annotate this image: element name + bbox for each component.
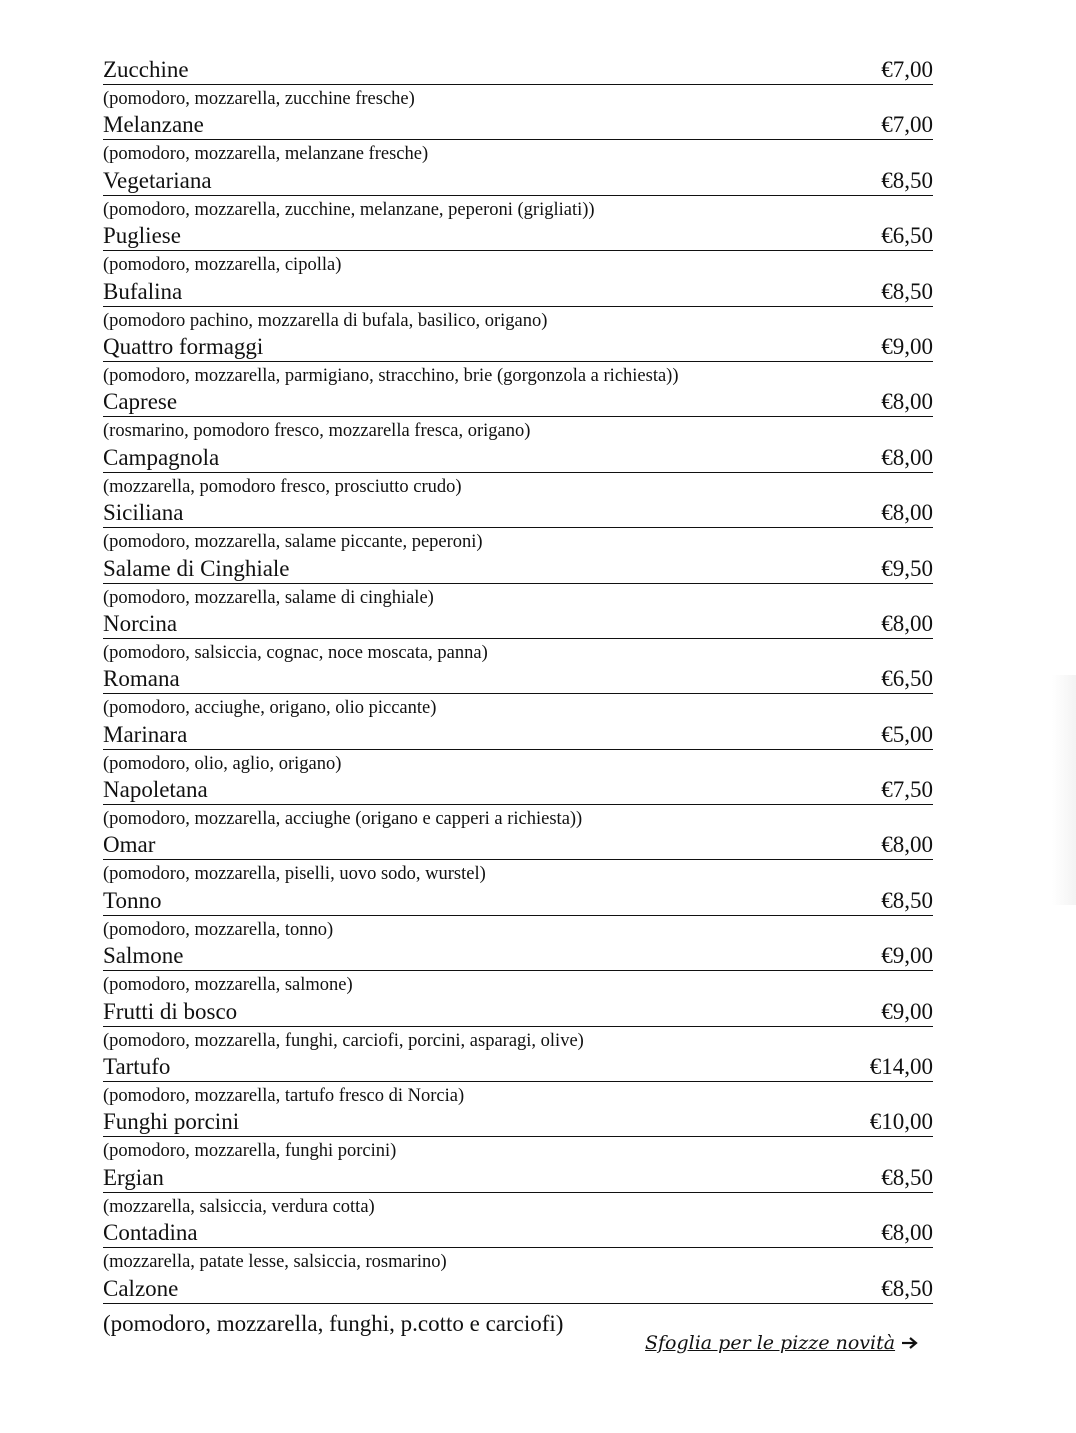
menu-item-name: Pugliese [103,223,181,249]
menu-item [103,942,933,997]
menu-item-ingredients: (pomodoro, mozzarella, acciughe (origano e capperi a richiesta)) [103,809,583,830]
menu-item-price: €14,00 [869,1054,933,1080]
next-page-link[interactable] [645,1332,919,1354]
menu-item-header [103,887,933,916]
menu-item-price: €8,00 [881,832,933,858]
menu-item-name: Napoletana [103,777,208,803]
menu-item-ingredients: (pomodoro, mozzarella, salmone) [103,975,353,996]
menu-item-name: Campagnola [103,444,220,470]
menu-item-price: €9,00 [881,943,933,969]
menu-item [103,444,933,499]
menu-item-name: Contadina [103,1220,198,1246]
menu-item-price: €9,00 [881,998,933,1024]
menu-item-price: €8,50 [881,1164,933,1190]
menu-item-price: €8,50 [881,887,933,913]
menu-item [103,555,933,610]
menu-item-ingredients: (pomodoro, mozzarella, melanzane fresche) [103,144,429,165]
menu-item-name: Caprese [103,389,178,415]
menu-item-ingredients: (pomodoro, mozzarella, zucchine, melanzane, peperoni (grigliati)) [103,199,595,220]
menu-item-price: €6,50 [881,223,933,249]
menu-item-ingredients: (pomodoro, mozzarella, tonno) [103,919,334,940]
menu-item-ingredients: (pomodoro, mozzarella, funghi porcini) [103,1141,397,1162]
menu-item [103,831,933,886]
menu-item-ingredients: (rosmarino, pomodoro fresco, mozzarella fresca, origano) [103,421,531,442]
menu-item-header [103,1219,933,1248]
menu-item-header [103,499,933,528]
menu-item [103,610,933,665]
menu-item-header [103,1108,933,1137]
menu-item-name: Tartufo [103,1054,171,1080]
menu-item-price: €8,00 [881,610,933,636]
menu-item-ingredients: (pomodoro, mozzarella, zucchine fresche) [103,89,415,109]
menu-item-ingredients: (mozzarella, patate lesse, salsiccia, rosmarino) [103,1252,447,1273]
menu-item-price: €8,00 [881,1220,933,1246]
menu-item-ingredients: (pomodoro, mozzarella, funghi, carciofi, porcini, asparagi, olive) [103,1030,584,1051]
menu-item-price: €7,50 [881,777,933,803]
menu-item-name: Norcina [103,610,178,636]
menu-item-header [103,721,933,750]
menu-item-header [103,1164,933,1193]
arrow-right-icon [901,1336,919,1350]
menu-item [103,887,933,942]
menu-item-name: Omar [103,832,156,858]
page-edge-shadow [1052,675,1076,905]
menu-item-name: Salame di Cinghiale [103,555,290,581]
menu-item-price: €6,50 [881,666,933,692]
menu-item-name: Romana [103,666,180,692]
menu-item [103,278,933,333]
menu-item-name: Calzone [103,1275,179,1301]
menu-item-name: Frutti di bosco [103,998,238,1024]
menu-item-price: €10,00 [869,1109,933,1135]
menu-item-ingredients: (pomodoro, mozzarella, piselli, uovo sodo, wurstel) [103,864,486,885]
menu-item-header [103,776,933,805]
menu-item-ingredients: (pomodoro, salsiccia, cognac, noce moscata, panna) [103,642,488,663]
menu-item [103,1164,933,1219]
menu-item-ingredients: (pomodoro, acciughe, origano, olio piccante) [103,698,437,719]
menu-item-header [103,222,933,251]
menu-item [103,388,933,443]
menu-item-header [103,610,933,639]
menu-item [103,222,933,277]
menu-item-header [103,1053,933,1082]
menu-item-name: Salmone [103,943,184,969]
menu-item-ingredients: (mozzarella, pomodoro fresco, prosciutto crudo) [103,476,462,497]
next-page-link-label: Sfoglia per le pizze novità [645,1332,896,1354]
menu-item-price: €9,00 [881,333,933,359]
menu-item-name: Funghi porcini [103,1109,240,1135]
menu-item [103,56,933,111]
menu-item-header [103,278,933,307]
menu-item-price: €7,00 [881,57,933,82]
menu-item-ingredients: (pomodoro, olio, aglio, origano) [103,753,342,774]
menu-item-price: €5,00 [881,721,933,747]
menu-item-header [103,388,933,417]
menu-item-header [103,444,933,473]
menu-item [103,1219,933,1274]
menu-item-ingredients: (pomodoro, mozzarella, tartufo fresco di Norcia) [103,1086,465,1107]
menu-item [103,721,933,776]
menu-item-price: €8,00 [881,389,933,415]
menu-item [103,1053,933,1108]
menu-item [103,665,933,720]
menu-item-ingredients: (pomodoro, mozzarella, funghi, p.cotto e carciofi) [103,1310,564,1336]
menu-item-header [103,555,933,584]
menu-item-ingredients: (pomodoro, mozzarella, cipolla) [103,255,342,276]
menu-item-name: Siciliana [103,500,184,526]
menu-item-name: Zucchine [103,57,189,82]
menu-item-price: €8,00 [881,444,933,470]
menu-item [103,111,933,166]
menu-item [103,333,933,388]
menu-item-price: €8,50 [881,278,933,304]
menu-item-ingredients: (mozzarella, salsiccia, verdura cotta) [103,1196,375,1217]
menu-item-header [103,1275,933,1304]
menu-item-ingredients: (pomodoro, mozzarella, salame di cinghiale) [103,587,434,608]
menu-item-name: Marinara [103,721,188,747]
menu-list [103,56,933,1340]
menu-item [103,1108,933,1163]
menu-item-header [103,56,933,85]
menu-item-name: Melanzane [103,112,204,138]
menu-item-header [103,942,933,971]
menu-item-header [103,998,933,1027]
menu-item-price: €8,50 [881,1275,933,1301]
menu-item [103,998,933,1053]
menu-item-header [103,831,933,860]
menu-item-name: Ergian [103,1164,164,1190]
menu-item-ingredients: (pomodoro pachino, mozzarella di bufala, basilico, origano) [103,310,548,331]
menu-item [103,776,933,831]
menu-item-name: Quattro formaggi [103,333,264,359]
menu-item [103,499,933,554]
menu-item-header [103,167,933,196]
menu-item-price: €8,00 [881,500,933,526]
menu-item-ingredients: (pomodoro, mozzarella, parmigiano, stracchino, brie (gorgonzola a richiesta)) [103,365,679,386]
menu-item-price: €8,50 [881,167,933,193]
menu-item-name: Bufalina [103,278,183,304]
menu-item-header [103,665,933,694]
menu-item-name: Tonno [103,887,162,913]
menu-item-header [103,111,933,140]
menu-item [103,167,933,222]
menu-item [103,1275,933,1340]
menu-item-price: €9,50 [881,555,933,581]
menu-item-header [103,333,933,362]
menu-item-ingredients: (pomodoro, mozzarella, salame piccante, peperoni) [103,532,483,553]
menu-item-price: €7,00 [881,112,933,138]
menu-item-name: Vegetariana [103,167,212,193]
